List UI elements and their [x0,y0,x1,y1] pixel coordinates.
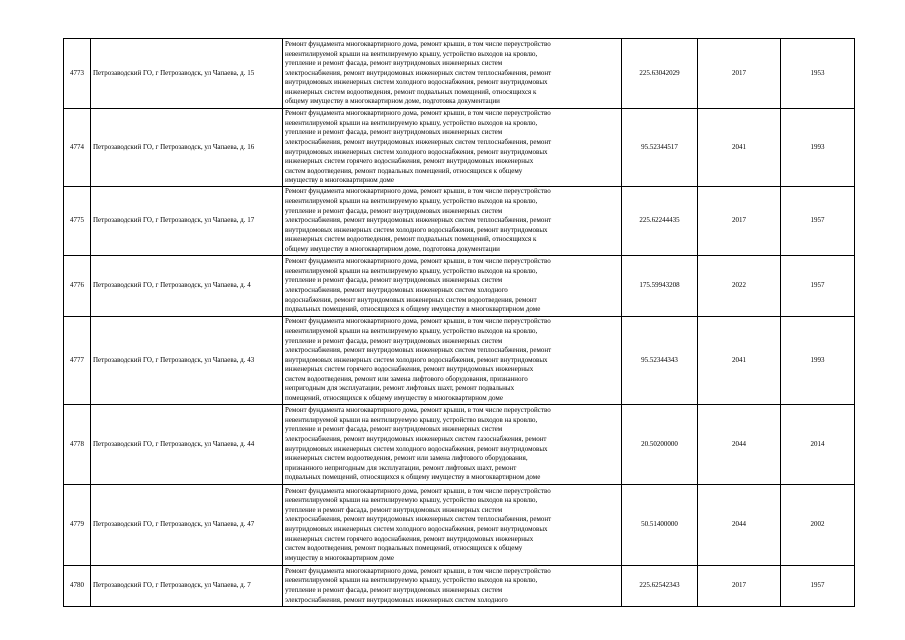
row-number: 4780 [64,566,91,607]
address-cell: Петрозаводский ГО, г Петрозаводск, ул Чапаева, д. 43 [91,317,283,405]
address-cell: Петрозаводский ГО, г Петрозаводск, ул Чапаева, д. 15 [91,39,283,109]
value-cell: 20.50200000 [622,405,698,485]
row-number: 4779 [64,485,91,566]
works-text: Ремонт фундамента многоквартирного дома, ремонт крыши, в том числе переустройство невентилируемой крыши на вентилируемую крышу, устройство выходов на кровлю, утепление и ремонт фасада, ремонт внутридомовых инженерных систем электроснабжения, ремонт внутридомовых инженерных систем теплоснабжения, ремонт внутридомовых инженерных систем холодного водоснабжения, ремонт внутридомовых инженерных систем водоотведения, ремонт подвальных помещений, относящихся к общему имуществу в многоквартирном доме, подготовка документации [285,39,552,106]
works-text: Ремонт фундамента многоквартирного дома, ремонт крыши, в том числе переустройство невентилируемой крыши на вентилируемую крышу, устройство выходов на кровлю, утепление и ремонт фасада, ремонт внутридомовых инженерных систем электроснабжения, ремонт внутридомовых инженерных систем теплоснабжения, ремонт внутридомовых инженерных систем холодного водоснабжения, ремонт внутридомовых инженерных систем водоотведения, ремонт подвальных помещений, относящихся к общему имуществу в многоквартирном доме, подготовка документации [285,187,552,253]
address-cell: Петрозаводский ГО, г Петрозаводск, ул Чапаева, д. 47 [91,485,283,566]
repair-year-cell: 2041 [698,317,781,405]
row-number: 4774 [64,109,91,187]
table-row [64,485,855,566]
build-year-cell: 1957 [781,256,855,317]
works-text: Ремонт фундамента многоквартирного дома, ремонт крыши, в том числе переустройство невентилируемой крыши на вентилируемую крышу, устройство выходов на кровлю, утепление и ремонт фасада, ремонт внутридомовых инженерных систем электроснабжения, ремонт внутридомовых инженерных систем теплоснабжения, ремонт внутридомовых инженерных систем холодного водоснабжения, ремонт внутридомовых инженерных систем горячего водоснабжения, ремонт внутридомовых инженерных систем водоотведения, ремонт подвальных помещений, относящихся к общему имуществу в многоквартирном доме [285,109,552,185]
address-cell: Петрозаводский ГО, г Петрозаводск, ул Чапаева, д. 4 [91,256,283,317]
build-year-cell: 1993 [781,109,855,187]
build-year-cell: 2014 [781,405,855,485]
repair-year-cell: 2044 [698,485,781,566]
build-year-cell: 2002 [781,485,855,566]
row-number: 4777 [64,317,91,405]
repair-year-cell: 2044 [698,405,781,485]
table-row [64,187,855,256]
address-cell: Петрозаводский ГО, г Петрозаводск, ул Чапаева, д. 7 [91,566,283,607]
works-text: Ремонт фундамента многоквартирного дома, ремонт крыши, в том числе переустройство невентилируемой крыши на вентилируемую крышу, устройство выходов на кровлю, утепление и ремонт фасада, ремонт внутридомовых инженерных систем электроснабжения, ремонт внутридомовых инженерных систем холодного водоснабжения, ремонт внутридомовых инженерных систем водоотведения, ремонт подвальных помещений, относящихся к общему имуществу в многоквартирном доме [285,257,551,314]
works-cell [283,317,622,405]
works-cell [283,256,622,317]
repair-year-cell: 2017 [698,187,781,256]
works-cell [283,109,622,187]
works-text: Ремонт фундамента многоквартирного дома, ремонт крыши, в том числе переустройство невентилируемой крыши на вентилируемую крышу, устройство выходов на кровлю, утепление и ремонт фасада, ремонт внутридомовых инженерных систем электроснабжения, ремонт внутридомовых инженерных систем теплоснабжения, ремонт внутридомовых инженерных систем холодного водоснабжения, ремонт внутридомовых инженерных систем горячего водоснабжения, ремонт внутридомовых инженерных систем водоотведения, ремонт подвальных помещений, относящихся к общему имуществу в многоквартирном доме [285,486,552,562]
table-row [64,566,855,607]
table-row [64,317,855,405]
address-cell: Петрозаводский ГО, г Петрозаводск, ул Чапаева, д. 44 [91,405,283,485]
build-year-cell: 1953 [781,39,855,109]
housing-repair-table [63,38,855,607]
table-row [64,39,855,109]
works-text: Ремонт фундамента многоквартирного дома, ремонт крыши, в том числе переустройство невентилируемой крыши на вентилируемую крышу, устройство выходов на кровлю, утепление и ремонт фасада, ремонт внутридомовых инженерных систем электроснабжения, ремонт внутридомовых инженерных систем газоснабжения, ремонт внутридомовых инженерных систем холодного водоснабжения, ремонт внутридомовых инженерных систем водоотведения, ремонт или замена лифтового оборудования, признанного непригодным для эксплуатации, ремонт лифтовых шахт, ремонт подвальных помещений, относящихся к общему имуществу в многоквартирном доме [285,406,551,482]
row-number: 4775 [64,187,91,256]
works-cell [283,566,622,607]
address-cell: Петрозаводский ГО, г Петрозаводск, ул Чапаева, д. 16 [91,109,283,187]
repair-year-cell: 2017 [698,566,781,607]
row-number: 4776 [64,256,91,317]
value-cell: 225.62542343 [622,566,698,607]
value-cell: 225.63042029 [622,39,698,109]
row-number: 4773 [64,39,91,109]
works-text: Ремонт фундамента многоквартирного дома, ремонт крыши, в том числе переустройство невентилируемой крыши на вентилируемую крышу, устройство выходов на кровлю, утепление и ремонт фасада, ремонт внутридомовых инженерных систем электроснабжения, ремонт внутридомовых инженерных систем холодного [285,566,551,604]
table-row [64,405,855,485]
works-text: Ремонт фундамента многоквартирного дома, ремонт крыши, в том числе переустройство невентилируемой крыши на вентилируемую крышу, устройство выходов на кровлю, утепление и ремонт фасада, ремонт внутридомовых инженерных систем электроснабжения, ремонт внутридомовых инженерных систем теплоснабжения, ремонт внутридомовых инженерных систем холодного водоснабжения, ремонт внутридомовых инженерных систем горячего водоснабжения, ремонт внутридомовых инженерных систем водоотведения, ремонт или замена лифтового оборудования, признанного непригодным для эксплуатации, ремонт лифтовых шахт, ремонт подвальных помещений, относящихся к общему имуществу в многоквартирном доме [285,317,552,403]
build-year-cell: 1957 [781,187,855,256]
row-number: 4778 [64,405,91,485]
table-row [64,256,855,317]
build-year-cell: 1957 [781,566,855,607]
repair-year-cell: 2022 [698,256,781,317]
value-cell: 175.59943208 [622,256,698,317]
value-cell: 50.51400000 [622,485,698,566]
value-cell: 225.62244435 [622,187,698,256]
table-body [64,39,855,607]
table-row [64,109,855,187]
value-cell: 95.52344517 [622,109,698,187]
build-year-cell: 1993 [781,317,855,405]
value-cell: 95.52344343 [622,317,698,405]
works-cell [283,485,622,566]
repair-year-cell: 2017 [698,39,781,109]
works-cell [283,187,622,256]
works-cell [283,405,622,485]
works-cell [283,39,622,109]
address-cell: Петрозаводский ГО, г Петрозаводск, ул Чапаева, д. 17 [91,187,283,256]
repair-year-cell: 2041 [698,109,781,187]
